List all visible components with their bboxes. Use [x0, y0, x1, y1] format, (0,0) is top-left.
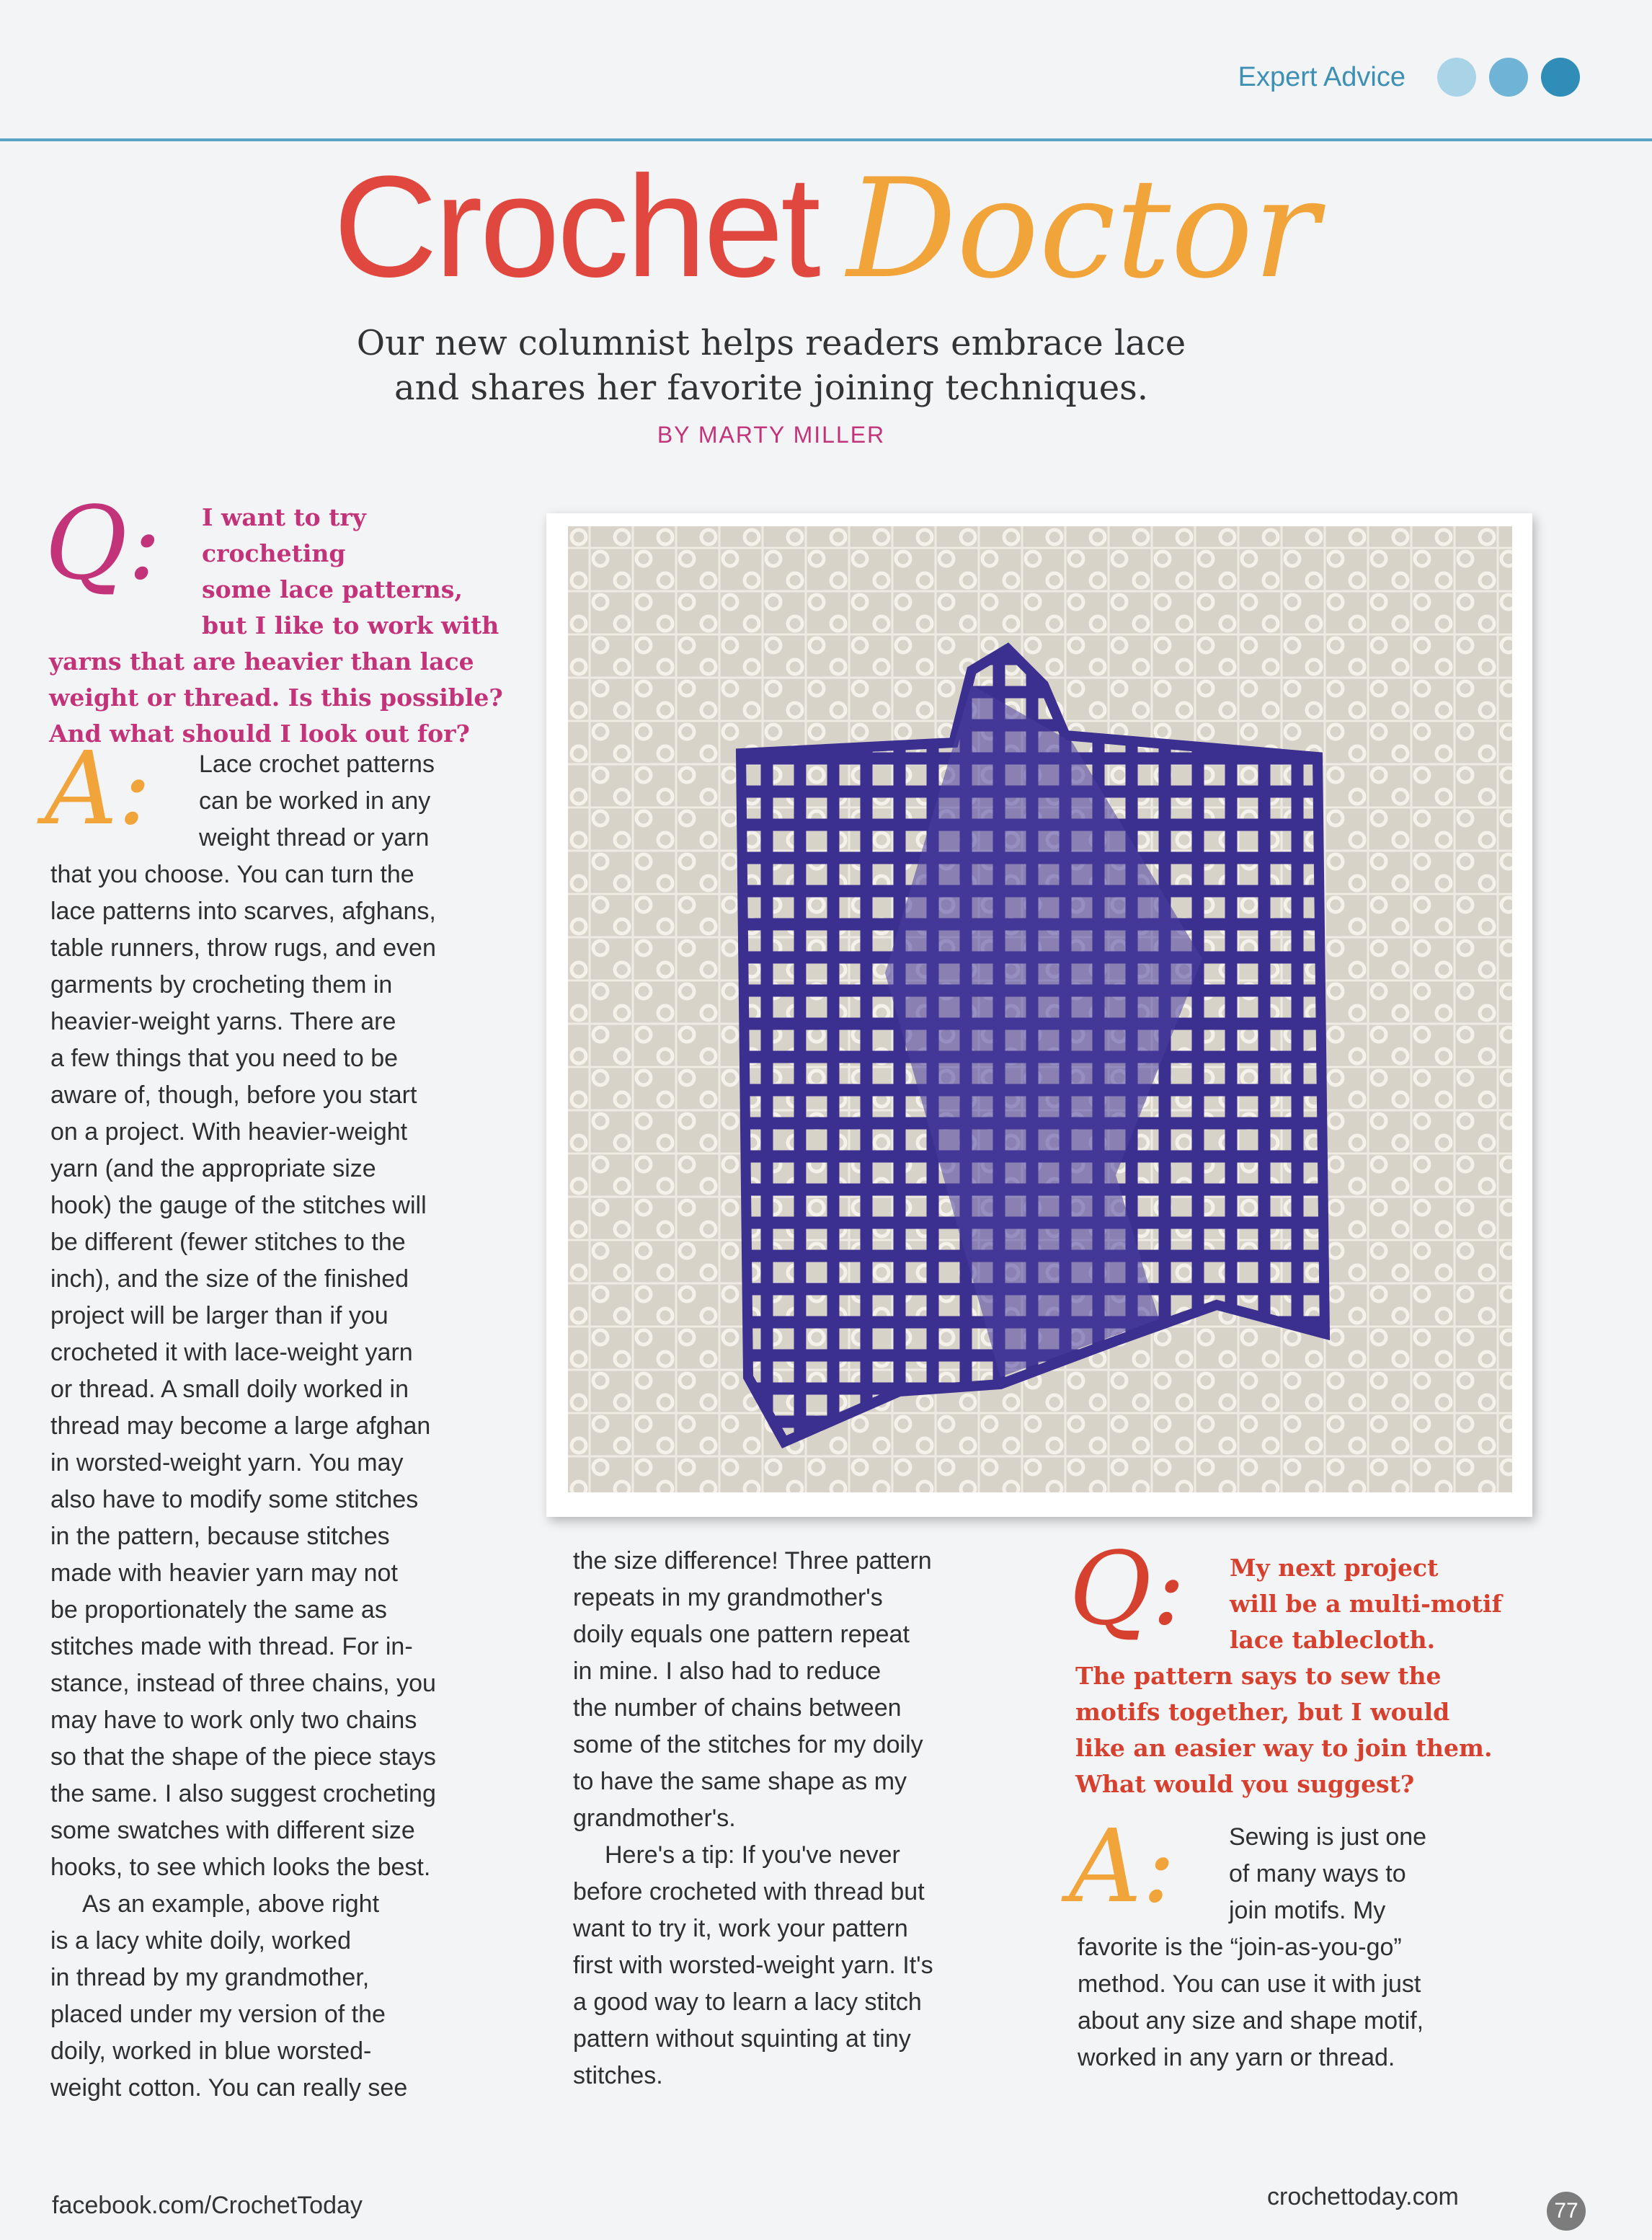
- question-line: weight or thread. Is this possible?: [49, 683, 503, 712]
- a2-letter: A:: [1069, 1808, 1176, 1926]
- answer-line: Sewing is just one: [1229, 1823, 1427, 1851]
- answer-line: aware of, though, before you start: [50, 1081, 417, 1109]
- answer-line: be different (fewer stitches to the: [50, 1229, 406, 1256]
- decor-dot-1: [1437, 58, 1476, 97]
- answer-line: some of the stitches for my doily: [573, 1731, 923, 1758]
- answer-line: hook) the gauge of the stitches will: [50, 1192, 427, 1219]
- answer-line: table runners, throw rugs, and even: [50, 934, 436, 962]
- answer-line: in worsted-weight yarn. You may: [50, 1449, 404, 1477]
- answer-line: in thread by my grandmother,: [50, 1964, 370, 1991]
- decor-dot-3: [1541, 58, 1580, 97]
- answer-line: a few things that you need to be: [50, 1045, 399, 1072]
- answer-line: on a project. With heavier-weight: [50, 1118, 408, 1146]
- page-number: 77: [1547, 2192, 1586, 2231]
- section-label: Expert Advice: [1238, 61, 1405, 92]
- answer-line: heavier-weight yarns. There are: [50, 1008, 396, 1035]
- answer-line: some swatches with different size: [50, 1817, 415, 1844]
- answer-line: garments by crocheting them in: [50, 971, 393, 999]
- answer-line: doily equals one pattern repeat: [573, 1621, 910, 1648]
- answer-line: be proportionately the same as: [50, 1596, 387, 1624]
- answer-line: may have to work only two chains: [50, 1706, 417, 1734]
- answer-line: first with worsted-weight yarn. It's: [573, 1952, 933, 1979]
- a2-answer: [1078, 1819, 1539, 2076]
- answer-line: inch), and the size of the finished: [50, 1265, 409, 1293]
- answer-line: made with heavier yarn may not: [50, 1559, 398, 1587]
- question-line: but I like to work with: [202, 611, 499, 639]
- question-line: What would you suggest?: [1075, 1770, 1415, 1798]
- answer-line: join motifs. My: [1229, 1897, 1386, 1924]
- answer-line: so that the shape of the piece stays: [50, 1743, 436, 1771]
- byline: BY MARTY MILLER: [657, 422, 886, 448]
- answer-line: Lace crochet patterns: [199, 751, 435, 778]
- a1-answer-col2: [573, 1543, 1034, 2094]
- q1-question: [49, 500, 510, 752]
- answer-line: can be worked in any: [199, 787, 431, 815]
- article-title: [0, 146, 1652, 309]
- answer-line: of many ways to: [1229, 1860, 1406, 1887]
- question-line: I want to try crocheting: [202, 503, 366, 567]
- answer-line: method. You can use it with just: [1078, 1970, 1421, 1998]
- footer-site-link[interactable]: crochettoday.com: [1267, 2183, 1459, 2210]
- answer-line: hooks, to see which looks the best.: [50, 1854, 431, 1881]
- a1-letter: A:: [45, 730, 152, 848]
- header-rule: [0, 138, 1652, 141]
- answer-line: want to try it, work your pattern: [573, 1915, 908, 1942]
- section-header: [1238, 58, 1580, 97]
- subtitle-line: and shares her favorite joining techniques.: [394, 368, 1149, 408]
- a1-answer-col1: [50, 746, 512, 2107]
- answer-line: pattern without squinting at tiny: [573, 2025, 911, 2053]
- answer-line: thread may become a large afghan: [50, 1412, 431, 1440]
- doily-photo: [568, 526, 1512, 1492]
- answer-line: placed under my version of the: [50, 2001, 386, 2028]
- q2-letter: Q:: [1069, 1531, 1186, 1648]
- question-line: lace tablecloth.: [1230, 1626, 1436, 1654]
- decor-dot-2: [1489, 58, 1528, 97]
- answer-line: also have to modify some stitches: [50, 1486, 419, 1513]
- q2-question: [1075, 1550, 1537, 1802]
- answer-line: about any size and shape motif,: [1078, 2007, 1424, 2035]
- question-line: And what should I look out for?: [49, 720, 470, 748]
- answer-line: the same. I also suggest crocheting: [50, 1780, 436, 1807]
- answer-line: weight thread or yarn: [199, 824, 430, 851]
- footer-facebook-link[interactable]: facebook.com/CrochetToday: [52, 2192, 363, 2219]
- answer-line: project will be larger than if you: [50, 1302, 388, 1329]
- photo-frame: [546, 513, 1532, 1517]
- article-subtitle: [288, 321, 1254, 410]
- answer-line: As an example, above right: [82, 1890, 380, 1918]
- answer-line: repeats in my grandmother's: [573, 1584, 883, 1611]
- question-line: yarns that are heavier than lace: [49, 647, 474, 676]
- question-line: motifs together, but I would: [1075, 1698, 1450, 1726]
- question-line: like an easier way to join them.: [1075, 1734, 1493, 1762]
- answer-line: before crocheted with thread but: [573, 1878, 925, 1905]
- title-word-crochet: Crochet: [333, 146, 818, 307]
- answer-line: crocheted it with lace-weight yarn: [50, 1339, 413, 1366]
- question-line: will be a multi-motif: [1230, 1590, 1502, 1618]
- answer-line: that you choose. You can turn the: [50, 861, 414, 888]
- question-line: some lace patterns,: [202, 575, 463, 603]
- question-line: The pattern says to sew the: [1075, 1662, 1442, 1690]
- answer-line: in mine. I also had to reduce: [573, 1657, 881, 1685]
- answer-line: grandmother's.: [573, 1805, 736, 1832]
- answer-line: the number of chains between: [573, 1694, 902, 1722]
- answer-line: favorite is the “join-as-you-go”: [1078, 1934, 1402, 1961]
- answer-line: stitches.: [573, 2062, 663, 2089]
- answer-line: doily, worked in blue worsted-: [50, 2037, 372, 2065]
- answer-line: worked in any yarn or thread.: [1078, 2044, 1395, 2071]
- answer-line: or thread. A small doily worked in: [50, 1376, 409, 1403]
- answer-line: weight cotton. You can really see: [50, 2074, 408, 2102]
- answer-line: lace patterns into scarves, afghans,: [50, 898, 436, 925]
- answer-line: stitches made with thread. For in-: [50, 1633, 413, 1660]
- title-word-doctor: Doctor: [846, 149, 1319, 309]
- answer-line: in the pattern, because stitches: [50, 1523, 390, 1550]
- answer-line: a good way to learn a lacy stitch: [573, 1988, 922, 2016]
- answer-line: to have the same shape as my: [573, 1768, 907, 1795]
- answer-line: stance, instead of three chains, you: [50, 1670, 436, 1697]
- answer-line: Here's a tip: If you've never: [605, 1841, 900, 1869]
- subtitle-line: Our new columnist helps readers embrace lace: [356, 323, 1186, 363]
- answer-line: is a lacy white doily, worked: [50, 1927, 351, 1955]
- q1-letter: Q:: [45, 485, 161, 603]
- answer-line: yarn (and the appropriate size: [50, 1155, 376, 1182]
- answer-line: the size difference! Three pattern: [573, 1547, 932, 1575]
- question-line: My next project: [1230, 1554, 1439, 1582]
